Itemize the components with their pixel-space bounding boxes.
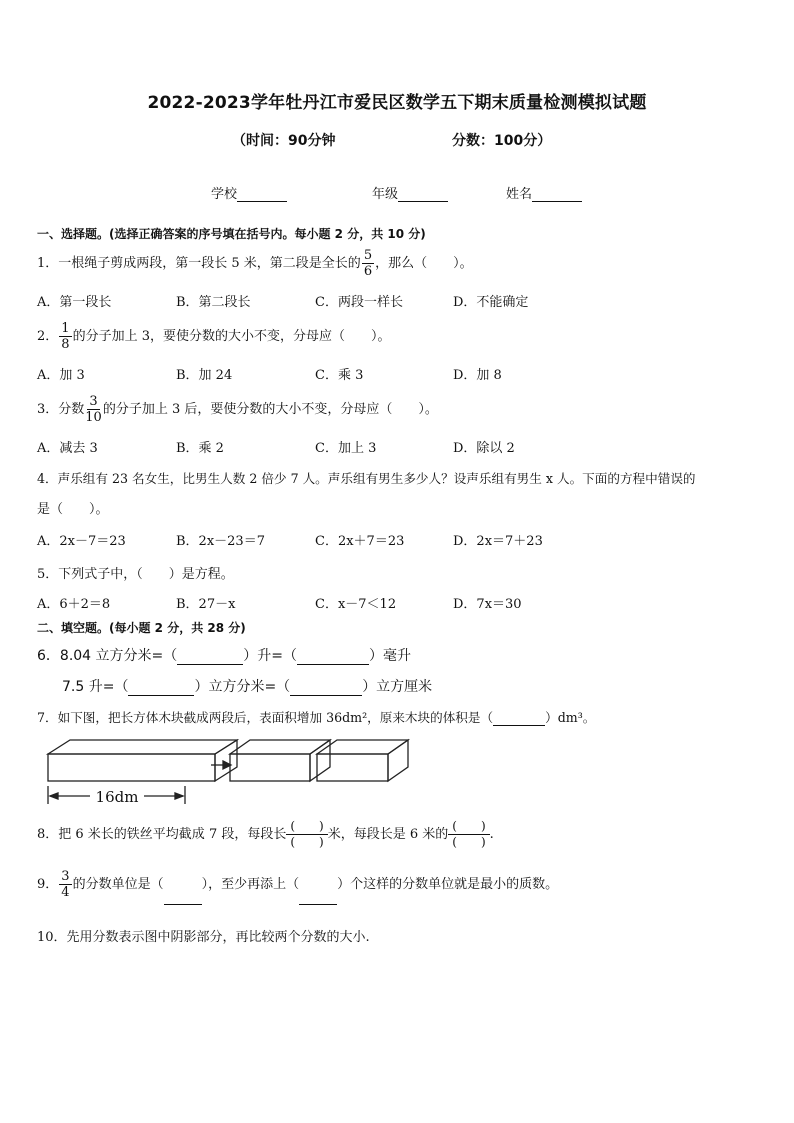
piece-1-front (230, 754, 310, 781)
cuboid-figure (40, 734, 420, 810)
q9-text-pre: 9． (37, 877, 59, 892)
q8-f2-den[interactable]: ( ) (452, 835, 486, 849)
q9-text-b: ），至少再添上（ (201, 877, 300, 892)
question-9 (37, 866, 558, 905)
q9-fraction (59, 869, 71, 900)
name-blank[interactable] (532, 187, 582, 202)
q6-l2-b: ）立方分米=（ (194, 679, 291, 695)
q6-blank-4[interactable] (290, 679, 362, 696)
piece-1-top (230, 740, 330, 754)
q6-l1-a: 6．8.04 立方分米=（ (37, 648, 178, 664)
dim-label: 16dm (95, 788, 139, 806)
q5-option-c[interactable]: C．x－7＜12 (315, 597, 397, 612)
q1-option-a[interactable]: A．第一段长 (37, 295, 112, 310)
piece-1-side (310, 740, 330, 781)
q7-blank[interactable] (493, 710, 545, 726)
q4-option-b[interactable]: B．2x－23＝7 (176, 534, 265, 549)
name-field[interactable] (506, 183, 582, 202)
q8-f2-num[interactable]: ( ) (448, 819, 489, 835)
q9-blank-1[interactable] (164, 866, 202, 905)
q1-text-post: ，那么（ ）。 (375, 256, 473, 271)
q8-text-pre: 8．把 6 米长的铁丝平均截成 7 段，每段长 (37, 827, 287, 842)
question-6-line-2 (62, 676, 432, 696)
piece-2-side (388, 740, 408, 781)
question-7 (37, 707, 595, 726)
school-field[interactable] (211, 183, 287, 202)
q6-l1-b: ）升=（ (243, 648, 297, 664)
question-1 (37, 245, 473, 283)
q6-blank-2[interactable] (297, 648, 369, 665)
q1-frac-den: 6 (363, 264, 373, 279)
question-4-line-2: 是（ ）。 (37, 502, 109, 517)
q1-option-b[interactable]: B．第二段长 (176, 295, 251, 310)
question-2 (37, 318, 390, 356)
q7-text-b: ）dm³。 (545, 710, 596, 725)
q8-text-post: . (489, 827, 494, 842)
q9-frac-num: 3 (61, 869, 70, 884)
q3-fraction (85, 394, 102, 425)
q3-frac-den: 10 (85, 410, 102, 425)
q3-option-d[interactable]: D．除以 2 (453, 441, 515, 456)
q9-text-c: ）个这样的分数单位就是最小的质数。 (337, 877, 559, 892)
question-8 (37, 815, 494, 855)
q8-f1-den[interactable]: ( ) (290, 835, 324, 849)
q3-text-pre: 3．分数 (37, 402, 85, 417)
q1-option-c[interactable]: C．两段一样长 (315, 295, 403, 310)
q1-frac-num: 5 (363, 248, 373, 263)
q1-option-d[interactable]: D．不能确定 (453, 295, 529, 310)
question-6-line-1 (37, 645, 411, 665)
q7-text-a: 7．如下图，把长方体木块截成两段后，表面积增加 36dm²，原来木块的体积是（ (37, 710, 494, 725)
q3-option-b[interactable]: B．乘 2 (176, 441, 224, 456)
q8-text-mid: 米，每段长是 6 米的 (327, 827, 449, 842)
q8-f1-num[interactable]: ( ) (286, 819, 327, 835)
long-cuboid-front (48, 754, 215, 781)
q2-frac-den: 8 (61, 337, 70, 352)
q6-l1-c: ）毫升 (369, 648, 411, 664)
q2-option-d[interactable]: D．加 8 (453, 368, 502, 383)
q6-blank-1[interactable] (177, 648, 243, 665)
grade-field[interactable] (372, 183, 448, 202)
grade-blank[interactable] (398, 187, 448, 202)
q9-blank-2[interactable] (299, 866, 337, 905)
q2-option-a[interactable]: A．加 3 (37, 368, 85, 383)
q4-option-c[interactable]: C．2x＋7＝23 (315, 534, 405, 549)
long-cuboid-side (215, 740, 237, 781)
question-3 (37, 391, 438, 429)
q4-option-d[interactable]: D．2x＝7＋23 (453, 534, 543, 549)
q3-frac-num: 3 (89, 394, 98, 409)
q9-text-a: 的分数单位是（ (72, 877, 164, 892)
q2-option-b[interactable]: B．加 24 (176, 368, 233, 383)
q9-frac-den: 4 (61, 885, 70, 900)
q8-fraction-blank-1[interactable] (286, 819, 327, 850)
grade-label: 年级 (372, 187, 399, 202)
q6-blank-3[interactable] (128, 679, 194, 696)
piece-2-front (317, 754, 388, 781)
q1-fraction (362, 248, 374, 279)
q5-option-d[interactable]: D．7x＝30 (453, 597, 522, 612)
q8-fraction-blank-2[interactable] (448, 819, 489, 850)
q2-text-pre: 2． (37, 329, 59, 344)
question-4-line-1: 4．声乐组有 23 名女生，比男生人数 2 倍少 7 人。声乐组有男生多少人？设声乐组有男生 x 人。下面的方程中错误的 (37, 471, 696, 486)
section-2-heading: 二、填空题。(每小题 2 分，共 28 分) (37, 621, 246, 635)
question-10: 10．先用分数表示图中阴影部分，再比较两个分数的大小. (37, 930, 370, 945)
school-label: 学校 (211, 187, 238, 202)
time-label: （时间：90分钟 (232, 133, 336, 149)
dim-arrow-right (175, 793, 183, 799)
q2-fraction (59, 321, 71, 352)
long-cuboid-top (48, 740, 237, 754)
q2-frac-num: 1 (61, 321, 70, 336)
q3-option-c[interactable]: C．加上 3 (315, 441, 377, 456)
q4-option-a[interactable]: A．2x－7＝23 (37, 534, 126, 549)
question-5: 5．下列式子中，（ ）是方程。 (37, 567, 234, 582)
q2-text-post: 的分子加上 3，要使分数的大小不变，分母应（ ）。 (72, 329, 391, 344)
name-label: 姓名 (506, 187, 533, 202)
q6-l2-c: ）立方厘米 (362, 679, 433, 695)
q1-text-pre: 1．一根绳子剪成两段，第一段长 5 米，第二段是全长的 (37, 256, 361, 271)
section-1-heading: 一、选择题。(选择正确答案的序号填在括号内。每小题 2 分，共 10 分) (37, 227, 426, 241)
q6-l2-a: 7.5 升=（ (62, 679, 129, 695)
q5-option-b[interactable]: B．27－x (176, 597, 236, 612)
q2-option-c[interactable]: C．乘 3 (315, 368, 364, 383)
q3-text-post: 的分子加上 3 后，要使分数的大小不变，分母应（ ）。 (102, 402, 438, 417)
school-blank[interactable] (237, 187, 287, 202)
score-label: 分数：100分） (452, 133, 552, 149)
q5-option-a[interactable]: A．6＋2＝8 (37, 597, 111, 612)
page-title: 2022-2023学年牡丹江市爱民区数学五下期末质量检测模拟试题 (147, 93, 647, 113)
q3-option-a[interactable]: A．减去 3 (37, 441, 98, 456)
dim-arrow-left (50, 793, 58, 799)
